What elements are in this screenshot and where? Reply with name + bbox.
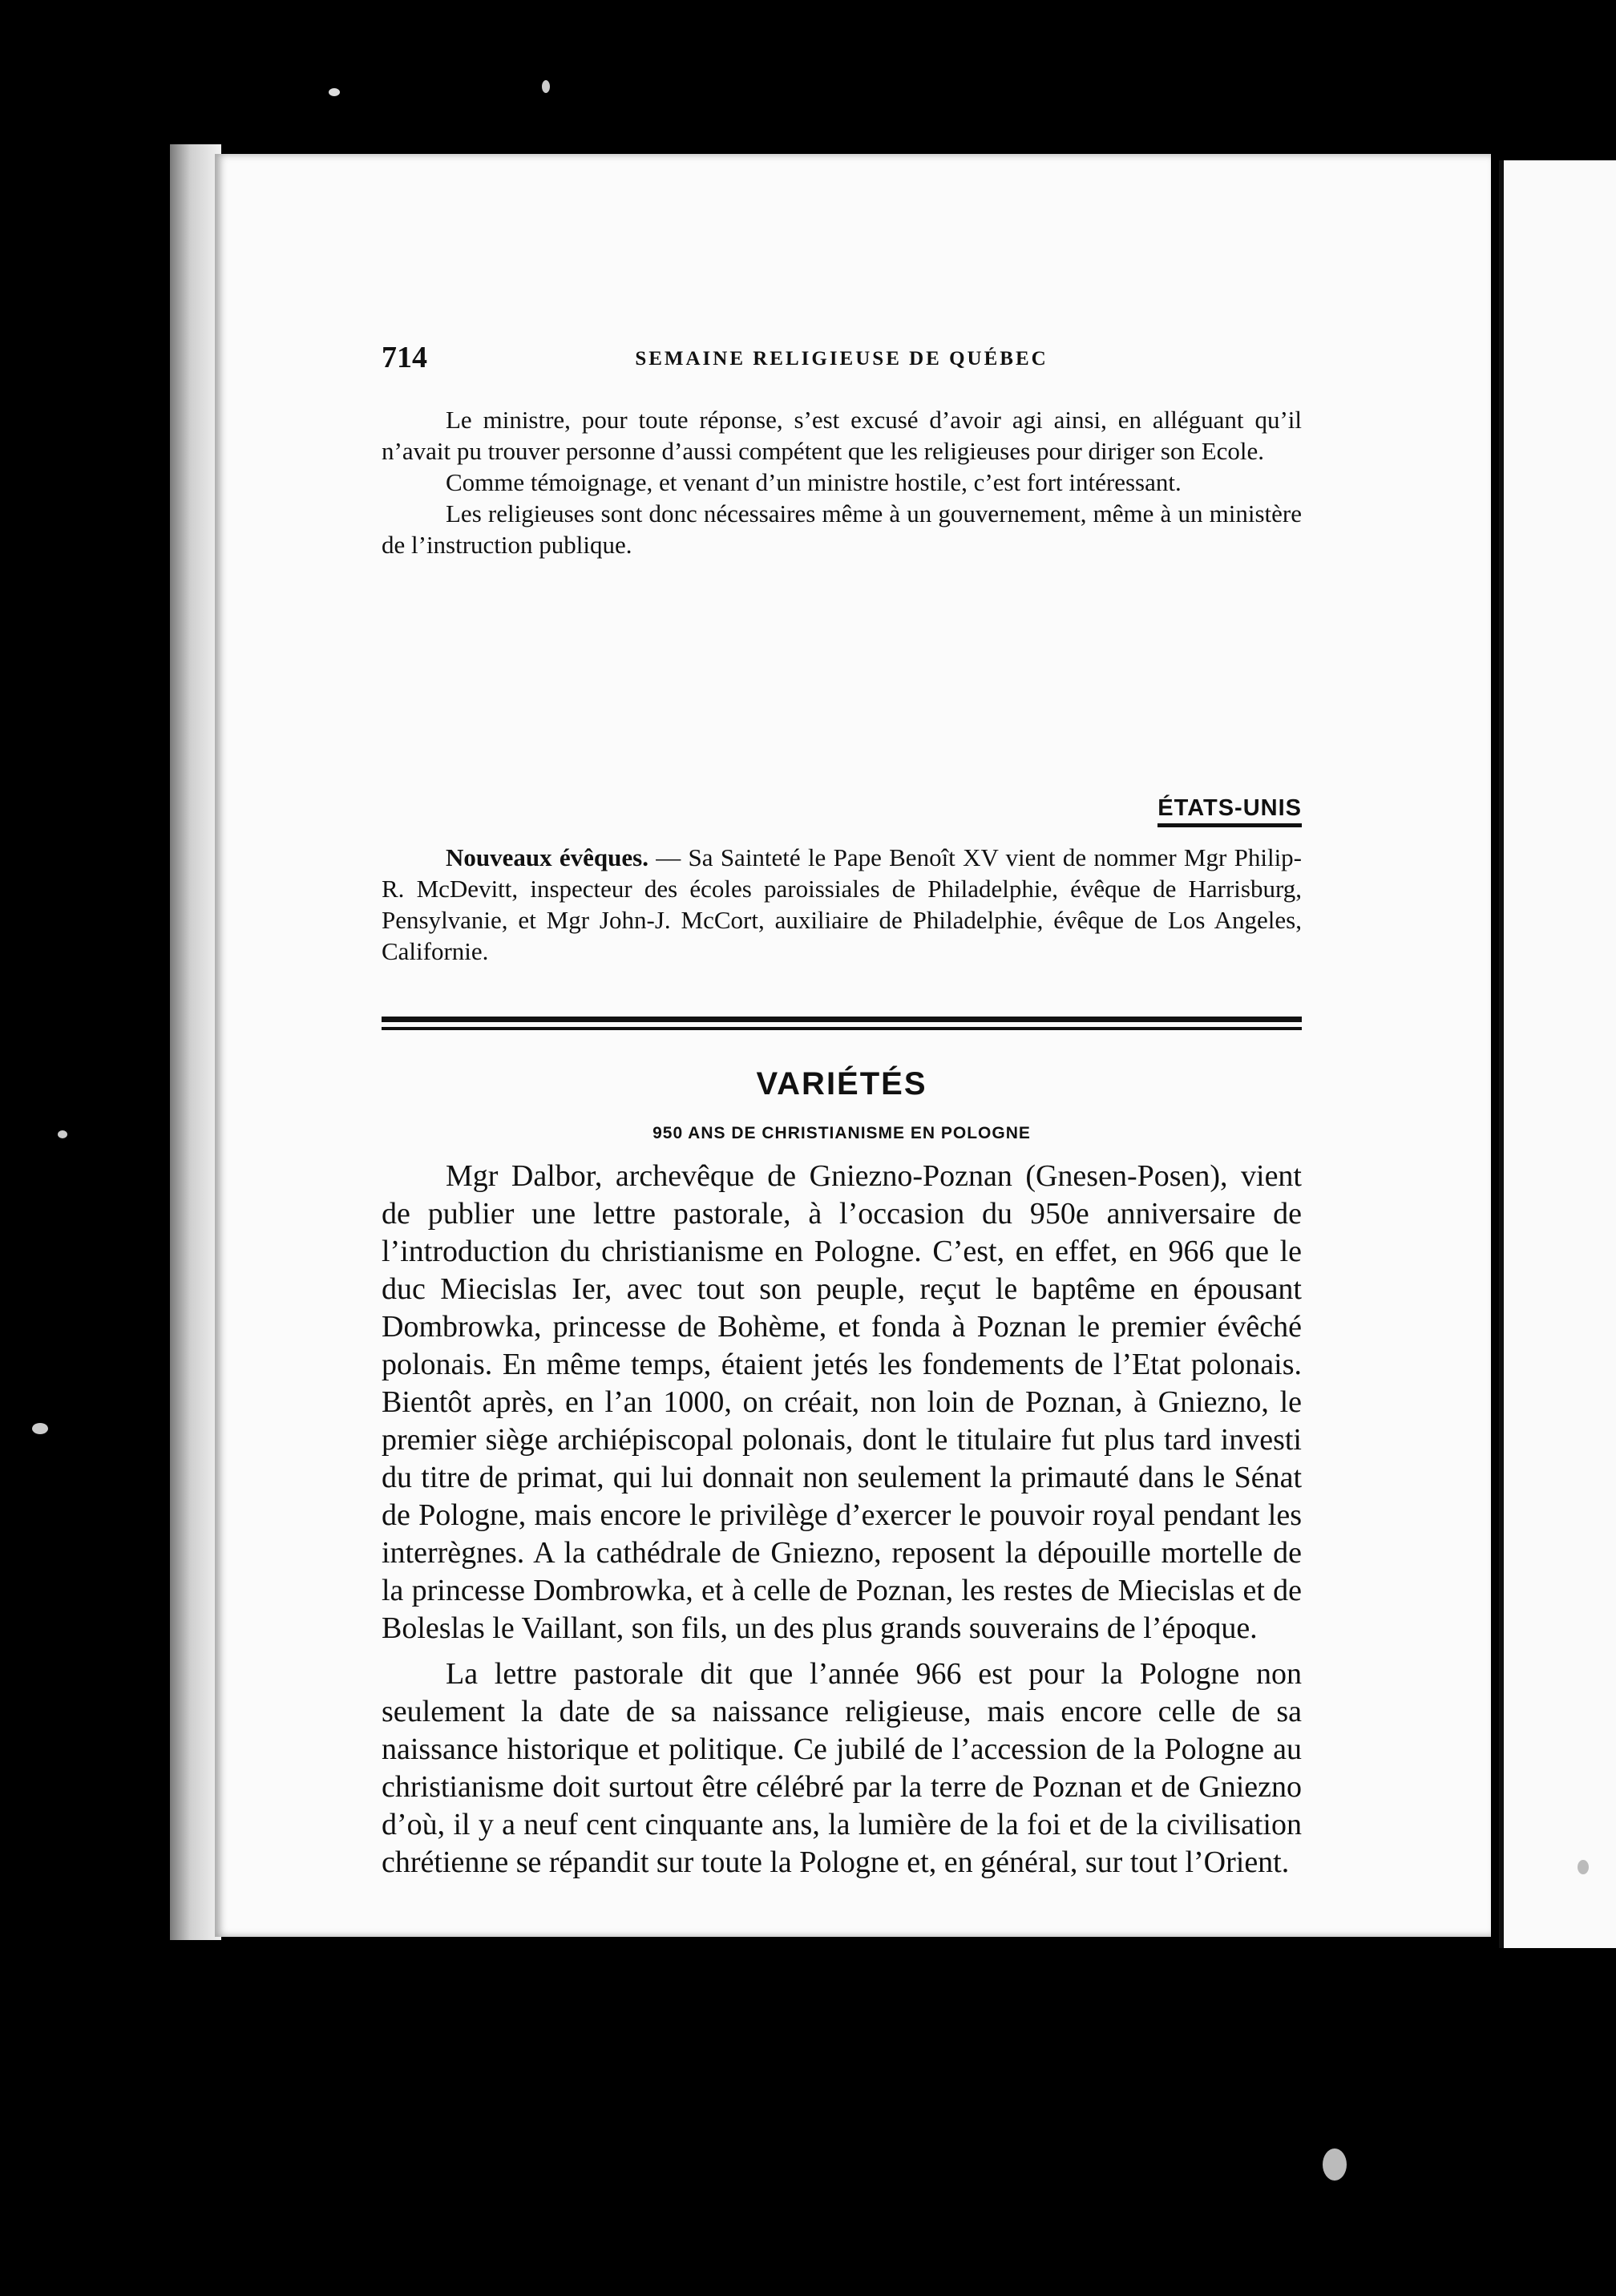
scan-speck xyxy=(58,1130,67,1138)
paragraph: Mgr Dalbor, archevêque de Gniezno-Poznan (Gnesen-Posen), vient de publier une lettre pastorale, à l’occasion du 950e anniversaire de l’introduction du christianisme en Pologne. C’est, en effet, en 966 que le duc Miecislas Ier, avec tout son peuple, reçut le baptême en épousant Dombrowka, princesse de Bohème, et fonda à Poznan le premier évêché polonais. En même temps, étaient jetés les fondements de l’Etat polonais. Bientôt après, en l’an 1000, on créait, non loin de Poznan, à Gniezno, le premier siège archiépiscopal polonais, dont le titulaire fut plus tard investi du titre de primat, qui lui donnait non seulement la primauté dans le Sénat de Pologne, mais encore le privilège d’exercer le pouvoir royal pendant les interrègnes. A la cathédrale de Gniezno, reposent la dépouille mortelle de la princesse Dombrowka, et à celle de Poznan, les restes de Miecislas et de Boleslas le Vaillant, son fils, un des plus grands souverains de l’époque. xyxy=(382,1159,1302,1645)
news-body: — Sa Sainteté le Pape Benoît XV vient de nommer Mgr Philip-R. McDevitt, inspecteur des écoles paroissiales de Philadelphie, évêque de Harrisburg, Pensylvanie, et Mgr John-J. McCort, auxiliaire de Philadelphie, évêque de Los Angeles, Californie. xyxy=(382,843,1302,965)
news-lead: Nouveaux évêques. xyxy=(446,843,648,871)
scan-speck xyxy=(32,1423,48,1434)
section-ministre xyxy=(382,404,1302,560)
page-number: 714 xyxy=(382,341,427,374)
facing-page-edge xyxy=(1499,160,1616,1948)
paragraph: Le ministre, pour toute réponse, s’est excusé d’avoir agi ainsi, en alléguant qu’il n’avait pu trouver personne d’aussi compétent que les religieuses pour diriger son Ecole. xyxy=(382,406,1302,465)
rule-line xyxy=(382,1017,1302,1022)
scan-speck xyxy=(1578,1860,1589,1874)
scanned-page xyxy=(215,154,1491,1937)
news-item xyxy=(382,842,1302,967)
paragraph: La lettre pastorale dit que l’année 966 est pour la Pologne non seulement la date de sa naissance religieuse, mais encore celle de sa naissance historique et politique. Ce jubilé de l’accession de la Pologne au christianisme doit surtout être célébré par la terre de Poznan et de Gniezno d’où, il y a neuf cent cinquante ans, la lumière de la foi et de la civilisation chrétienne se répandit sur toute la Pologne et, en général, sur tout l’Orient. xyxy=(382,1657,1302,1879)
section-heading-etats-unis: ÉTATS-UNIS xyxy=(1157,795,1302,827)
varietes-subtitle: 950 ANS DE CHRISTIANISME EN POLOGNE xyxy=(652,1124,1031,1142)
scan-speck xyxy=(1323,2148,1347,2181)
journal-title: SEMAINE RELIGIEUSE DE QUÉBEC xyxy=(635,348,1048,370)
double-rule-divider xyxy=(382,1017,1302,1035)
page-edge xyxy=(170,144,221,1940)
varietes-title: VARIÉTÉS xyxy=(756,1066,927,1102)
running-head xyxy=(382,340,1302,380)
scan-speck xyxy=(329,88,340,96)
scan-speck xyxy=(542,80,550,93)
section-varietes xyxy=(382,1158,1302,1882)
paragraph: Les religieuses sont donc nécessaires même à un gouvernement, même à un ministère de l’instruction publique. xyxy=(382,499,1302,559)
section-etats-unis xyxy=(382,842,1302,967)
rule-line xyxy=(382,1027,1302,1030)
paragraph: Comme témoignage, et venant d’un ministre hostile, c’est fort intéressant. xyxy=(446,468,1182,496)
